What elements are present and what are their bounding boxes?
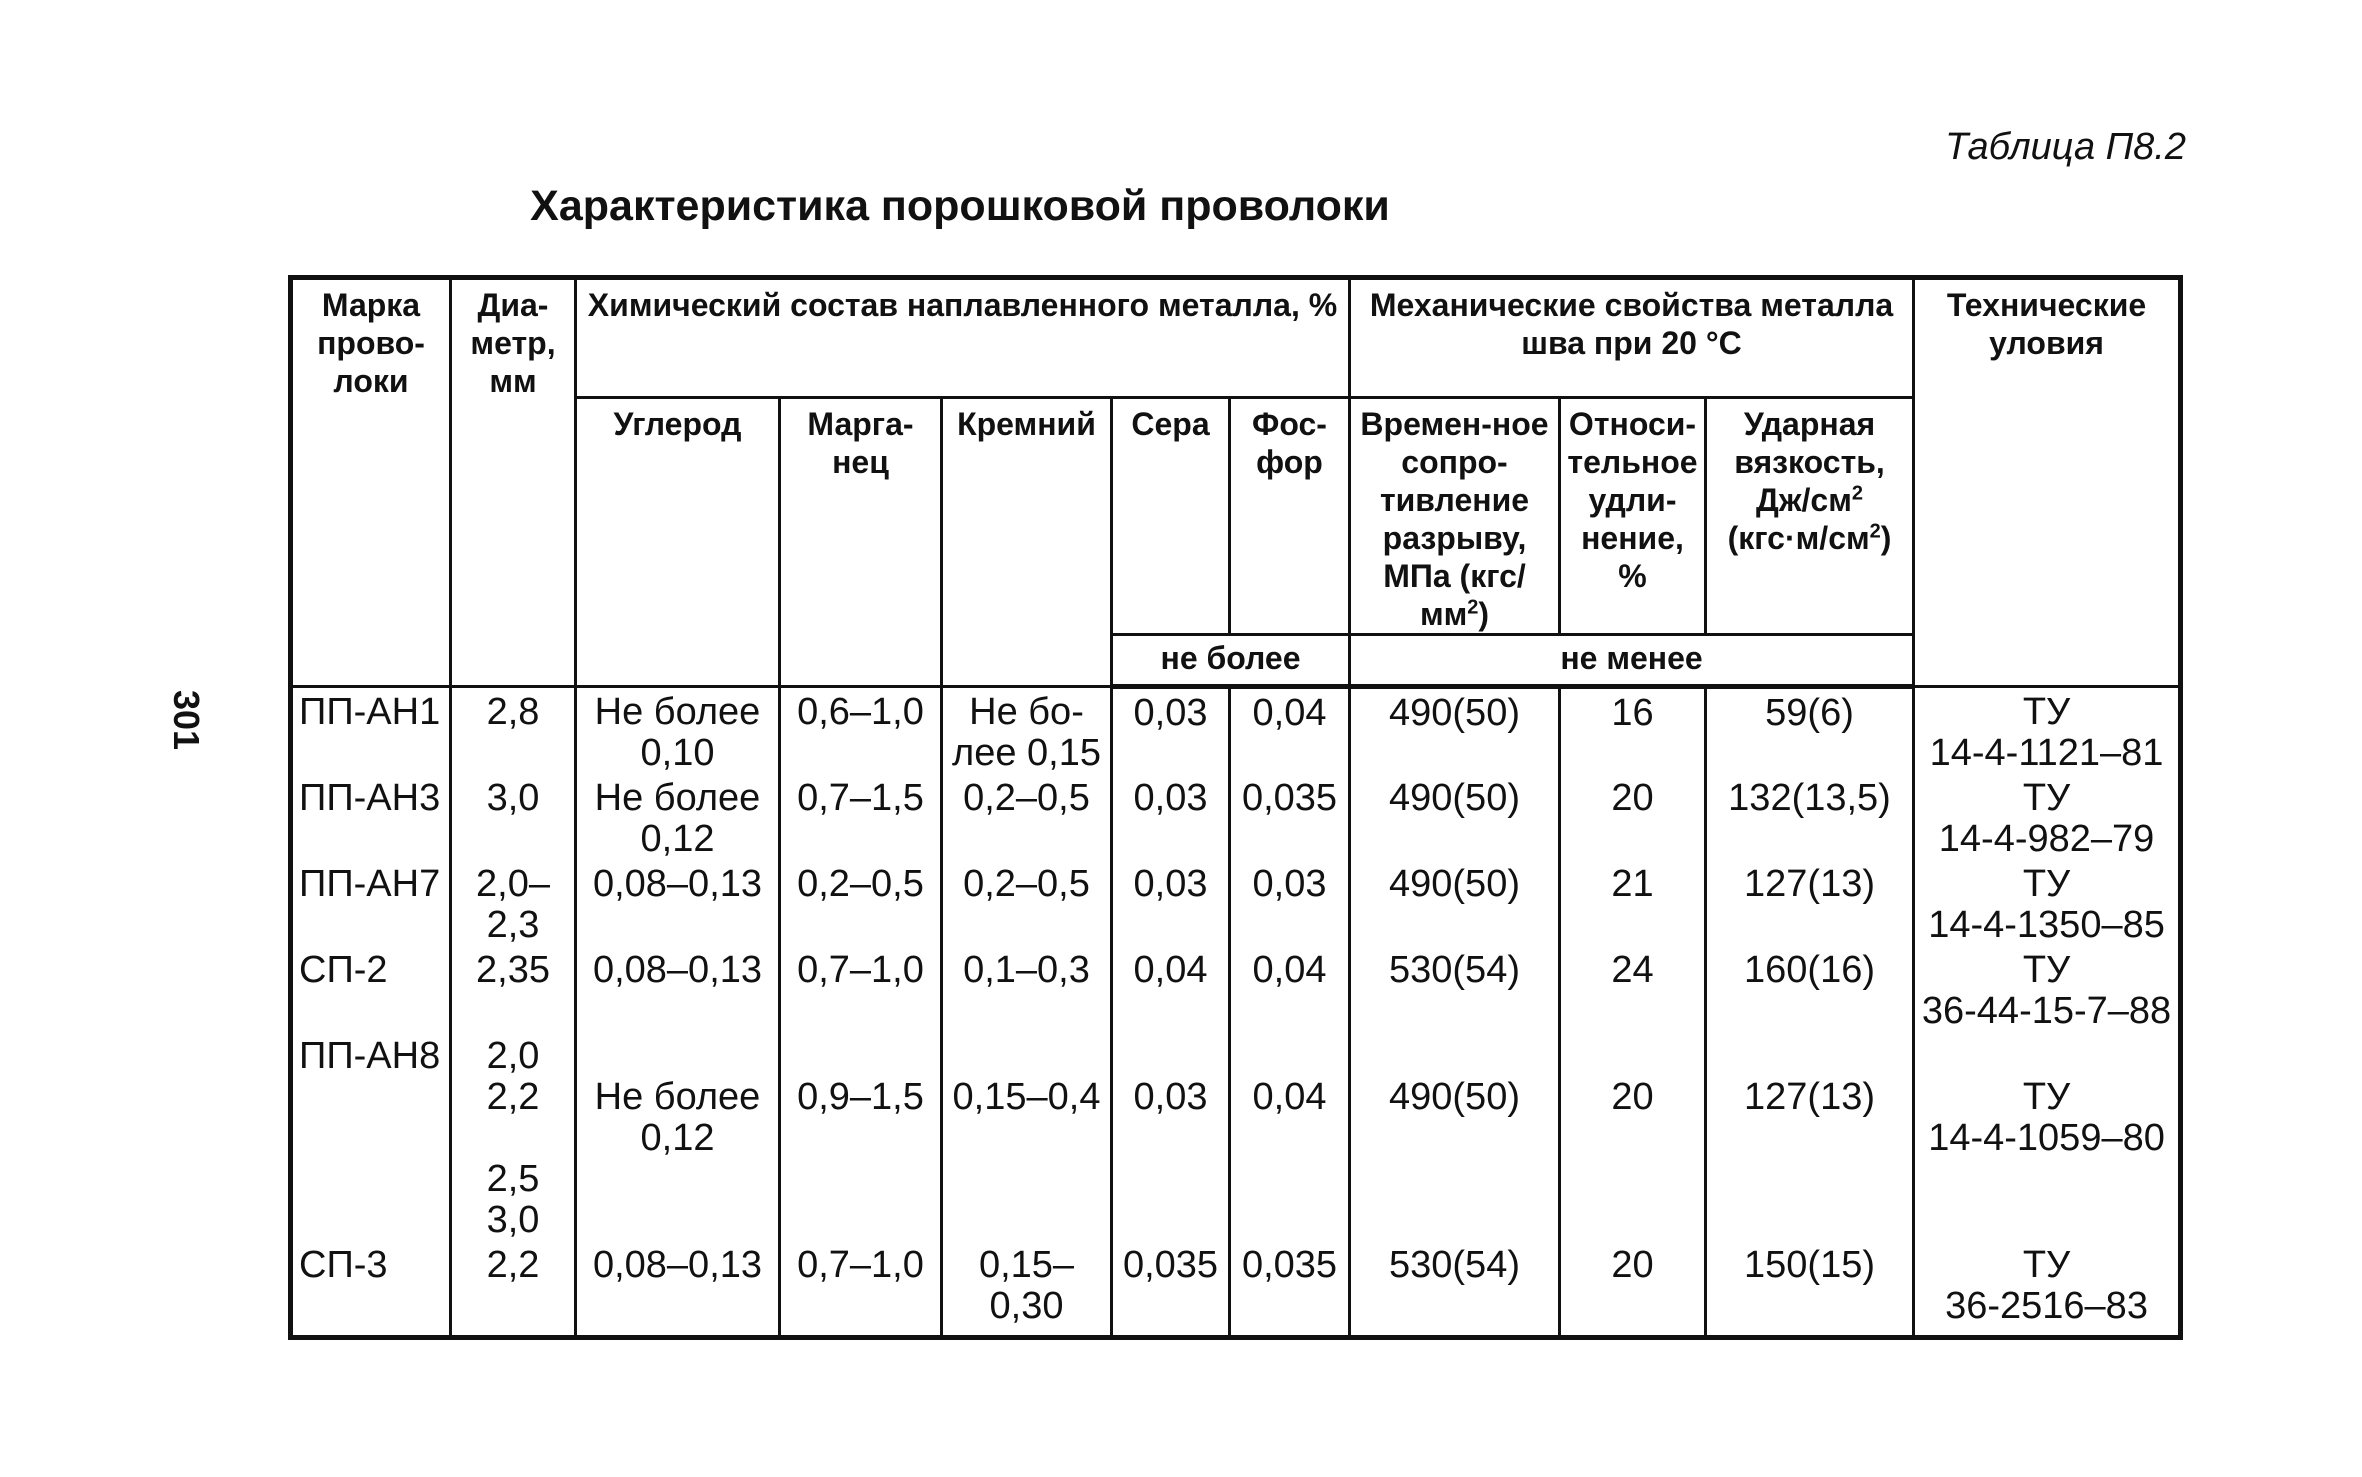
cell-tensile: 490(50) [1350, 1032, 1560, 1241]
cell-tensile: 530(54) [1350, 946, 1560, 1032]
cell-tensile: 490(50) [1350, 687, 1560, 775]
cell-carbon: Не более 0,12 [576, 1032, 780, 1241]
header-elongation: Относи-тельное удли-нение, % [1560, 398, 1706, 635]
table-row [291, 860, 2181, 946]
cell-impact: 132(13,5) [1706, 774, 1914, 860]
cell-elongation: 16 [1560, 687, 1706, 775]
header-brand: Марка прово-локи [291, 278, 451, 687]
cell-tu: ТУ 14-4-1350–85 [1914, 860, 2181, 946]
cell-tu: ТУ 14-4-1059–80 [1914, 1032, 2181, 1241]
cell-sulfur: 0,04 [1112, 946, 1230, 1032]
header-not-less: не менее [1350, 635, 1914, 687]
cell-brand: ПП-АН8 [291, 1032, 451, 1241]
cell-tu: ТУ 36-44-15-7–88 [1914, 946, 2181, 1032]
cell-elongation: 24 [1560, 946, 1706, 1032]
cell-phosphorus: 0,03 [1230, 860, 1350, 946]
cell-elongation: 21 [1560, 860, 1706, 946]
table-row [291, 687, 2181, 775]
wire-characteristics-table [288, 275, 2183, 1340]
table-row [291, 1241, 2181, 1338]
cell-manganese: 0,7–1,0 [780, 1241, 942, 1338]
table-body [291, 687, 2181, 1338]
cell-diameter: 3,0 [451, 774, 576, 860]
cell-carbon: 0,08–0,13 [576, 1241, 780, 1338]
header-silicon: Кремний [942, 398, 1112, 687]
cell-impact: 59(6) [1706, 687, 1914, 775]
header-not-more: не более [1112, 635, 1350, 687]
cell-diameter: 2,2 [451, 1241, 576, 1338]
cell-silicon: 0,2–0,5 [942, 774, 1112, 860]
cell-phosphorus: 0,04 [1230, 946, 1350, 1032]
table-row [291, 774, 2181, 860]
cell-silicon: Не бо- лее 0,15 [942, 687, 1112, 775]
cell-impact: 150(15) [1706, 1241, 1914, 1338]
cell-carbon: Не более 0,10 [576, 687, 780, 775]
cell-sulfur: 0,03 [1112, 774, 1230, 860]
header-manganese: Марга-нец [780, 398, 942, 687]
page-number: 301 [166, 690, 207, 751]
cell-brand: СП-3 [291, 1241, 451, 1338]
cell-tensile: 490(50) [1350, 860, 1560, 946]
cell-carbon: 0,08–0,13 [576, 946, 780, 1032]
cell-brand: ПП-АН7 [291, 860, 451, 946]
cell-elongation: 20 [1560, 774, 1706, 860]
cell-tensile: 490(50) [1350, 774, 1560, 860]
cell-diameter: 2,0 2,2 2,5 3,0 [451, 1032, 576, 1241]
cell-phosphorus: 0,04 [1230, 687, 1350, 775]
cell-carbon: 0,08–0,13 [576, 860, 780, 946]
cell-sulfur: 0,035 [1112, 1241, 1230, 1338]
header-sulfur: Сера [1112, 398, 1230, 635]
header-phosphorus: Фос-фор [1230, 398, 1350, 635]
cell-silicon: 0,2–0,5 [942, 860, 1112, 946]
header-mechanical-properties: Механические свойства металла шва при 20 °С [1350, 278, 1914, 398]
cell-impact: 160(16) [1706, 946, 1914, 1032]
cell-elongation: 20 [1560, 1032, 1706, 1241]
cell-diameter: 2,8 [451, 687, 576, 775]
cell-manganese: 0,2–0,5 [780, 860, 942, 946]
cell-elongation: 20 [1560, 1241, 1706, 1338]
cell-brand: СП-2 [291, 946, 451, 1032]
table-row [291, 946, 2181, 1032]
header-tensile-strength: Времен-ное сопро-тивление разрыву, МПа $(кгс/мм^2)$ [1350, 398, 1560, 635]
cell-tu: ТУ 14-4-982–79 [1914, 774, 2181, 860]
cell-phosphorus: 0,035 [1230, 1241, 1350, 1338]
header-chemical-composition: Химический состав наплавленного металла, % [576, 278, 1350, 398]
cell-silicon: 0,15– 0,30 [942, 1241, 1112, 1338]
cell-tu: ТУ 14-4-1121–81 [1914, 687, 2181, 775]
cell-diameter: 2,35 [451, 946, 576, 1032]
cell-brand: ПП-АН1 [291, 687, 451, 775]
cell-impact: 127(13) [1706, 1032, 1914, 1241]
cell-tu: ТУ 36-2516–83 [1914, 1241, 2181, 1338]
header-tech-conditions: Технические уловия [1914, 278, 2181, 687]
header-impact-strength: Ударная вязкость, $Дж/см^2$ $(кгс\cdot м/см^2)$ [1706, 398, 1914, 635]
cell-carbon: Не более 0,12 [576, 774, 780, 860]
cell-impact: 127(13) [1706, 860, 1914, 946]
cell-manganese: 0,7–1,0 [780, 946, 942, 1032]
cell-sulfur: 0,03 [1112, 860, 1230, 946]
cell-sulfur: 0,03 [1112, 687, 1230, 775]
table-label: Таблица П8.2 [1945, 126, 2186, 168]
cell-phosphorus: 0,035 [1230, 774, 1350, 860]
header-diameter: Диа-метр, мм [451, 278, 576, 687]
cell-silicon: 0,15–0,4 [942, 1032, 1112, 1241]
cell-manganese: 0,6–1,0 [780, 687, 942, 775]
header-carbon: Углерод [576, 398, 780, 687]
cell-phosphorus: 0,04 [1230, 1032, 1350, 1241]
cell-manganese: 0,7–1,5 [780, 774, 942, 860]
cell-diameter: 2,0– 2,3 [451, 860, 576, 946]
cell-tensile: 530(54) [1350, 1241, 1560, 1338]
cell-silicon: 0,1–0,3 [942, 946, 1112, 1032]
table-row [291, 1032, 2181, 1241]
cell-manganese: 0,9–1,5 [780, 1032, 942, 1241]
cell-brand: ПП-АН3 [291, 774, 451, 860]
table-title: Характеристика порошковой проволоки [530, 182, 1390, 230]
cell-sulfur: 0,03 [1112, 1032, 1230, 1241]
